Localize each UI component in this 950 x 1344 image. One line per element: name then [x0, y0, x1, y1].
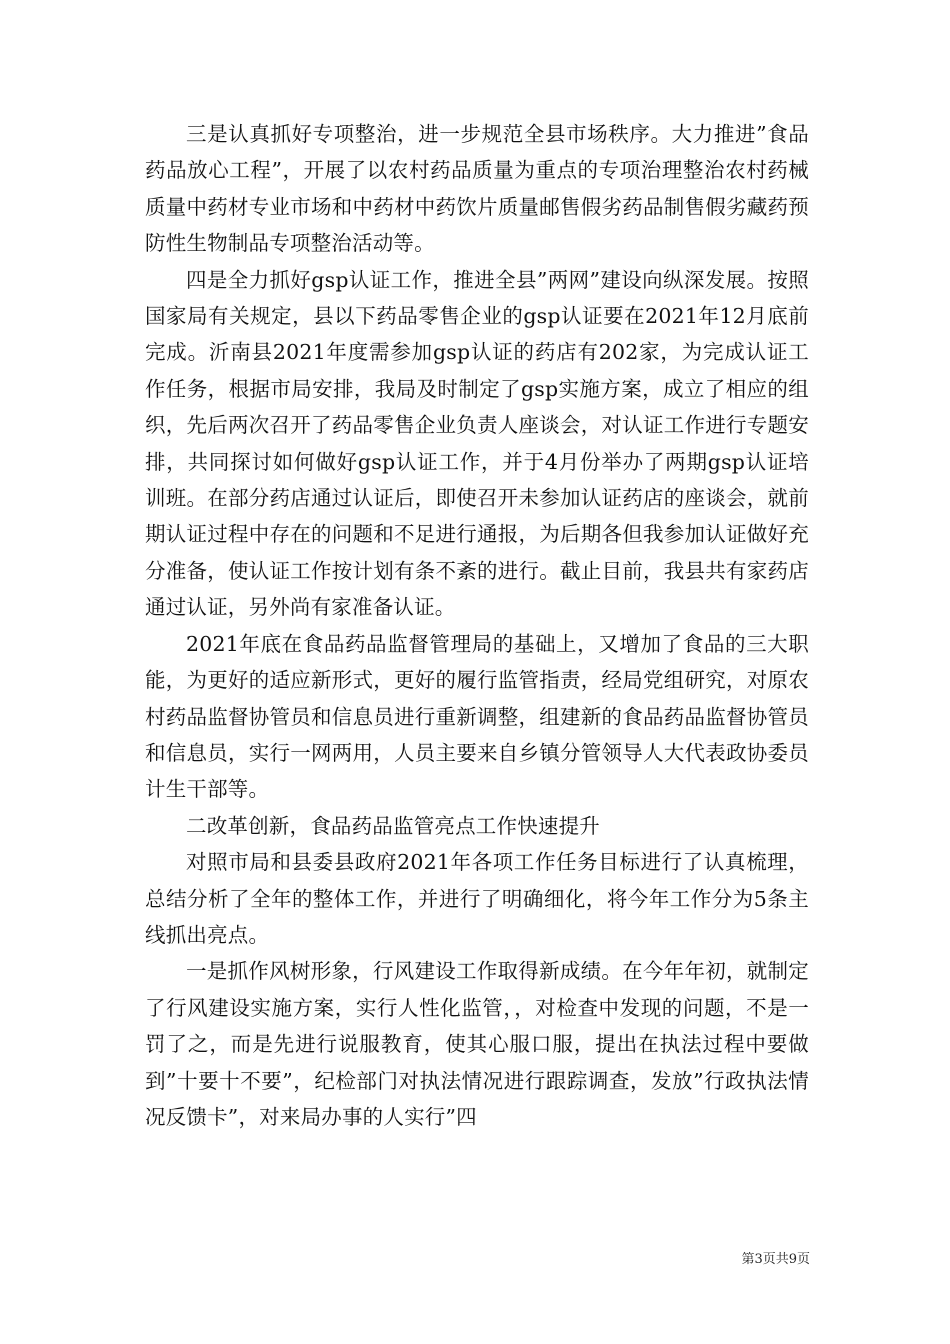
paragraph-special-rectification: 三是认真抓好专项整治，进一步规范全县市场秩序。大力推进”食品药品放心工程”，开展了以农村药品质量为重点的专项治理整治农村药械质量中药材专业市场和中药材中药饮片质量邮售假劣药品制售假劣藏药预防性生物制品专项整治活动等。: [145, 122, 809, 256]
paragraph-gsp-certification: 四是全力抓好gsp认证工作，推进全县”两网”建设向纵深发展。按照国家局有关规定，县以下药品零售企业的gsp认证要在2021年12月底前完成。沂南县2021年度需参加gsp认证的药店有202家，为完成认证工作任务，根据市局安排，我局及时制定了gsp实施方案，成立了相应的组织，先后两次召开了药品零售企业负责人座谈会，对认证工作进行专题安排，共同探讨如何做好gsp认证工作，并于4月份举办了两期gsp认证培训班。在部分药店通过认证后，即使召开未参加认证药店的座谈会，就前期认证过程中存在的问题和不足进行通报，为后期各但我参加认证做好充分准备，使认证工作按计划有条不紊的进行。截止目前，我县共有家药店通过认证，另外尚有家准备认证。: [145, 267, 809, 620]
paragraph-style-building: 一是抓作风树形象，行风建设工作取得新成绩。在今年年初，就制定了行风建设实施方案，实行人性化监管，，对检查中发现的问题，不是一罚了之，而是先进行说服教育，使其心服口服，提出在执法过程中要做到”十要十不要”，纪检部门对执法情况进行跟踪调查，发放”行政执法情况反馈卡”，对来局办事的人实行”四: [145, 959, 809, 1129]
section-heading-reform-innovation: 二改革创新，食品药品监管亮点工作快速提升: [186, 813, 600, 838]
paragraph-work-goals: 对照市局和县委县政府2021年各项工作任务目标进行了认真梳理，总结分析了全年的整体工作，并进行了明确细化，将今年工作分为5条主线抓出亮点。: [145, 850, 809, 947]
body-text: [145, 116, 809, 1135]
paragraph-food-functions: 2021年底在食品药品监督管理局的基础上，又增加了食品的三大职能，为更好的适应新形式，更好的履行监管指责，经局党组研究，对原农村药品监督协管员和信息员进行重新调整，组建新的食品药品监督协管员和信息员，实行一网两用，人员主要来自乡镇分管领导人大代表政协委员计生干部等。: [145, 631, 809, 802]
page-number: 第3页共9页: [741, 1252, 810, 1267]
